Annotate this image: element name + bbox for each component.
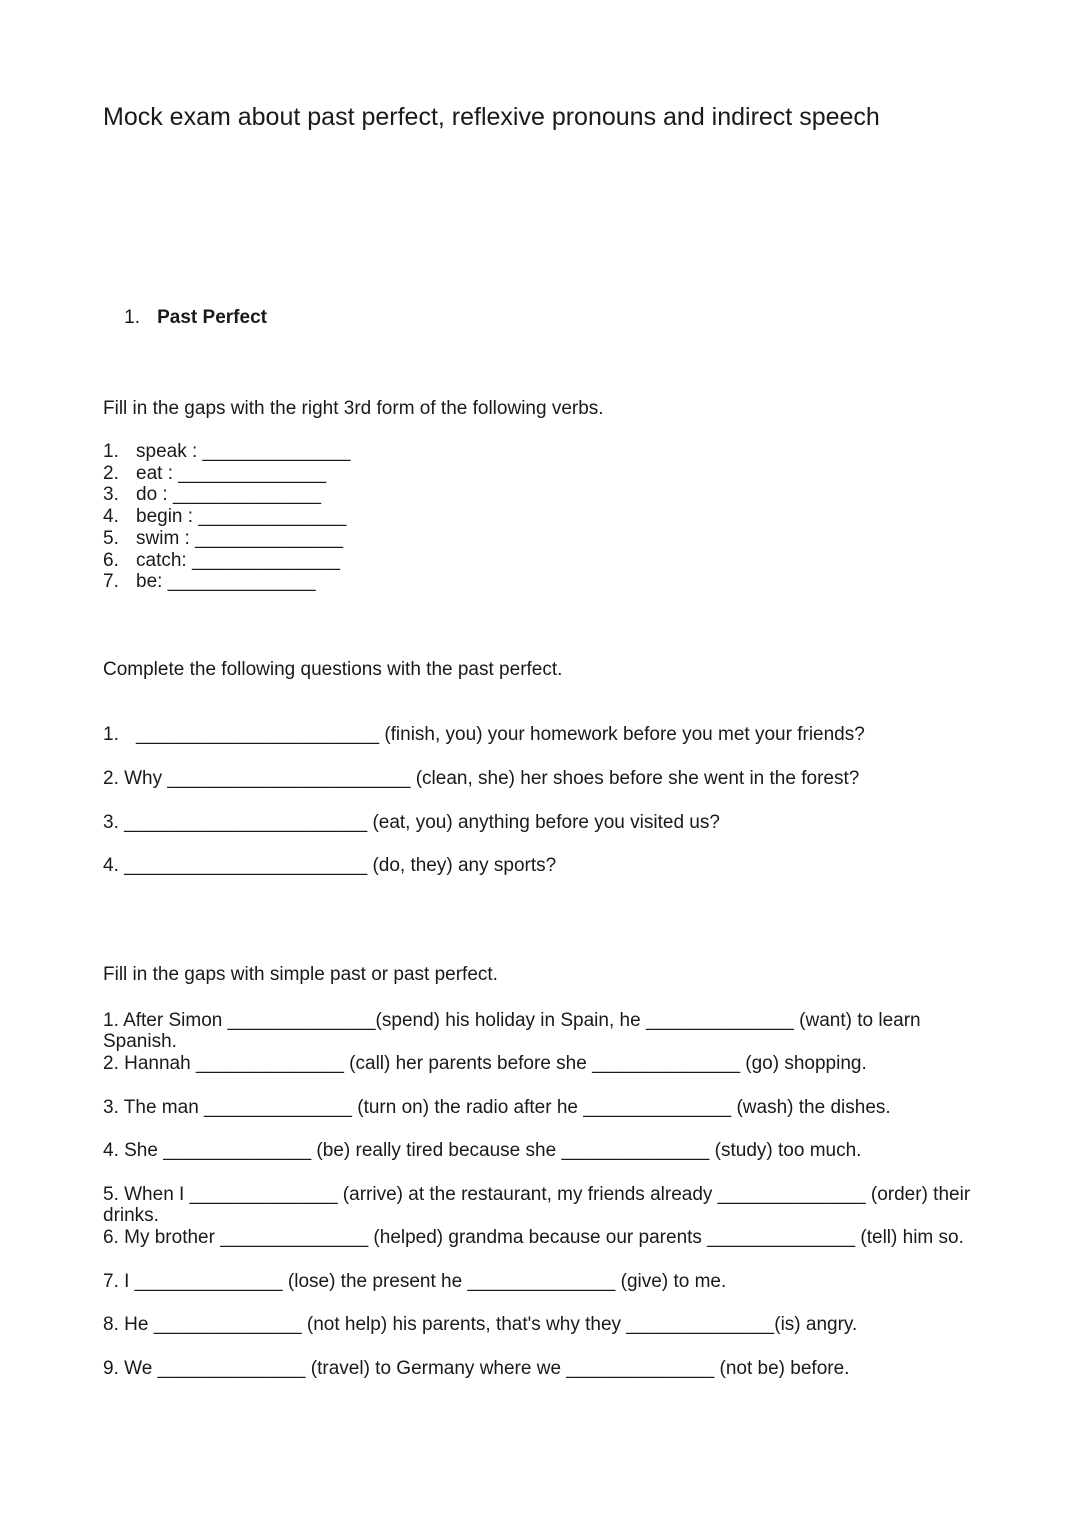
list-item: [103, 506, 346, 528]
item-text: do : ______________: [136, 484, 321, 505]
question-number: 1.: [103, 724, 119, 745]
question-line: 2. Why _______________________ (clean, she) her shoes before she went in the forest?: [103, 768, 860, 789]
item-number: 6.: [103, 550, 119, 571]
item-number: 2.: [103, 463, 119, 484]
list-item: [103, 441, 350, 463]
page-title: Mock exam about past perfect, reflexive pronouns and indirect speech: [103, 103, 880, 131]
item-text: catch: ______________: [136, 550, 340, 571]
list-item: [103, 463, 326, 485]
question-line: 4. _______________________ (do, they) any sports?: [103, 855, 557, 876]
question-line: [103, 724, 865, 746]
section-number: 1.: [124, 307, 140, 328]
question-text: _______________________ (finish, you) your homework before you met your friends?: [136, 724, 865, 745]
exercise-line: 6. My brother ______________ (helped) grandma because our parents ______________ (tell) him so.: [103, 1227, 964, 1248]
item-number: 5.: [103, 528, 119, 549]
item-text: swim : ______________: [136, 528, 344, 549]
list-item: [103, 571, 316, 593]
exercise3-instruction: Fill in the gaps with simple past or past perfect.: [103, 964, 498, 985]
exercise-line: drinks.: [103, 1205, 159, 1226]
list-item: [103, 550, 340, 572]
exercise-line: 2. Hannah ______________ (call) her parents before she ______________ (go) shopping.: [103, 1053, 867, 1074]
item-text: be: ______________: [136, 571, 316, 592]
item-text: speak : ______________: [136, 441, 351, 462]
exercise1-instruction: Fill in the gaps with the right 3rd form of the following verbs.: [103, 398, 604, 419]
section-heading: [103, 285, 267, 351]
exercise-line: 9. We ______________ (travel) to Germany where we ______________ (not be) before.: [103, 1358, 850, 1379]
exercise-line: 1. After Simon ______________(spend) his holiday in Spain, he ______________ (want) to learn: [103, 1010, 921, 1031]
item-text: begin : ______________: [136, 506, 347, 527]
exercise-line: 8. He ______________ (not help) his parents, that's why they ______________(is) angry.: [103, 1314, 858, 1335]
item-number: 3.: [103, 484, 119, 505]
list-item: [103, 528, 343, 550]
item-number: 4.: [103, 506, 119, 527]
item-text: eat : ______________: [136, 463, 327, 484]
question-line: 3. _______________________ (eat, you) anything before you visited us?: [103, 812, 720, 833]
list-item: [103, 484, 321, 506]
section-title: Past Perfect: [157, 307, 267, 328]
exercise-line: 3. The man ______________ (turn on) the radio after he ______________ (wash) the dishes.: [103, 1097, 891, 1118]
item-number: 1.: [103, 441, 119, 462]
item-number: 7.: [103, 571, 119, 592]
exercise-line: 4. She ______________ (be) really tired because she ______________ (study) too much.: [103, 1140, 862, 1161]
exercise-line: Spanish.: [103, 1031, 177, 1052]
exercise-line: 5. When I ______________ (arrive) at the restaurant, my friends already ______________ (order) their: [103, 1184, 971, 1205]
exercise2-instruction: Complete the following questions with the past perfect.: [103, 659, 563, 680]
exercise-line: 7. I ______________ (lose) the present he ______________ (give) to me.: [103, 1271, 727, 1292]
